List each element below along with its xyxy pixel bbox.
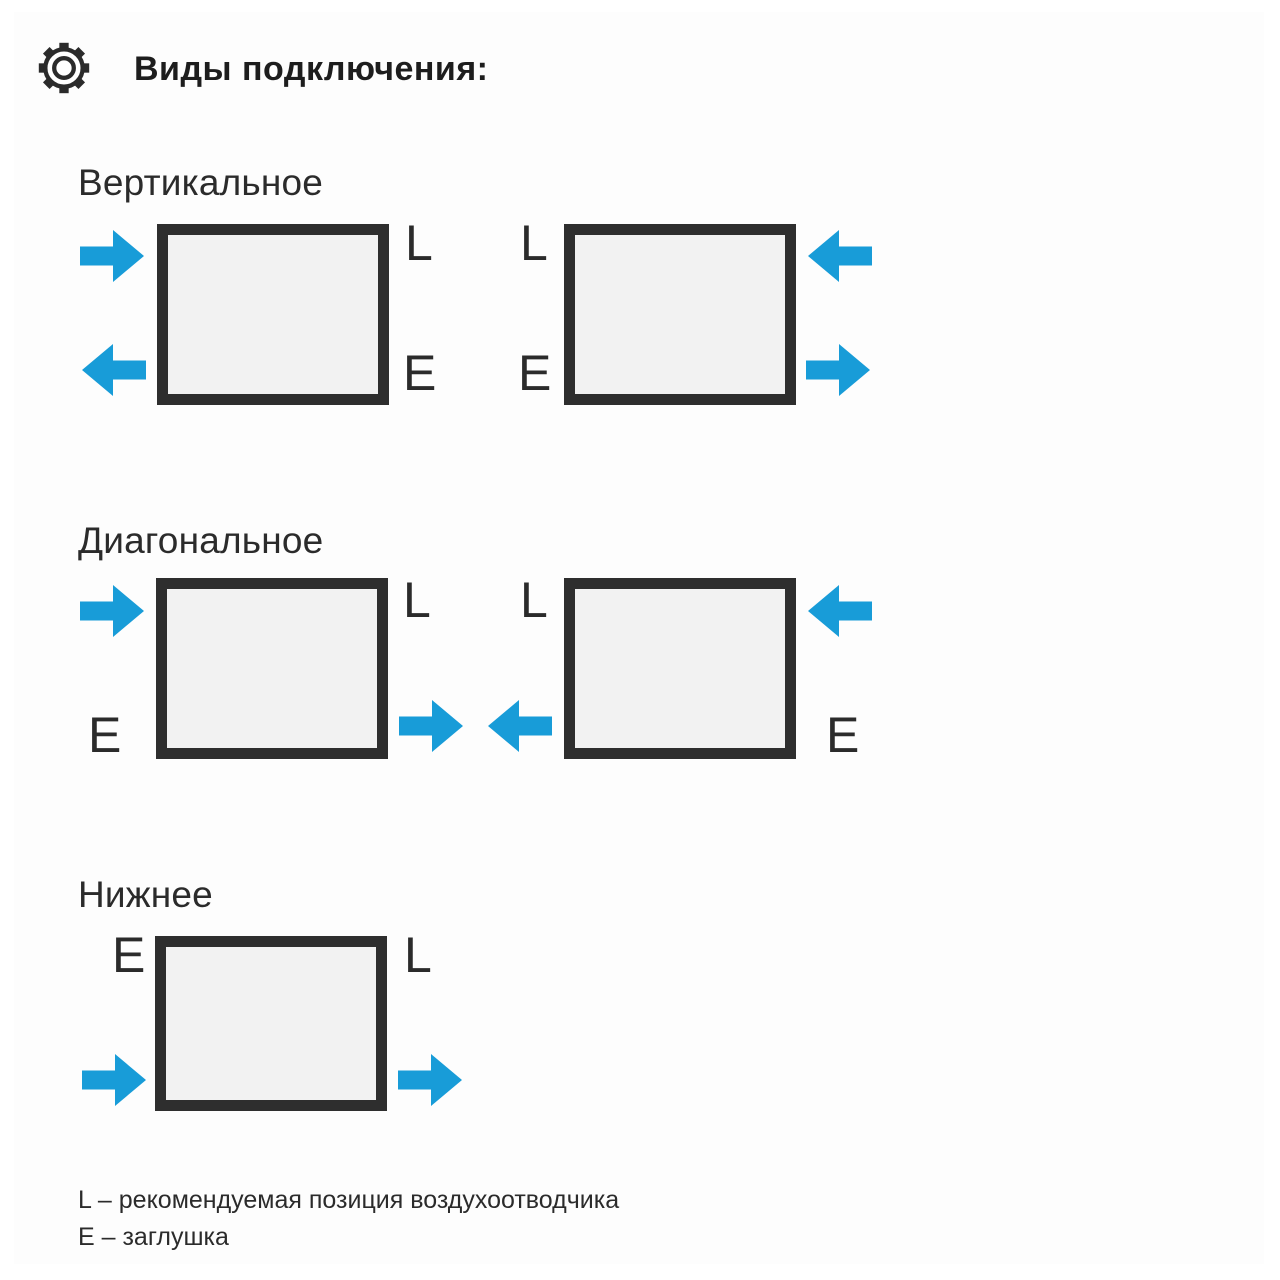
outlet-arrow-right-icon — [398, 1051, 464, 1109]
radiator-diagonal-left — [156, 578, 388, 759]
air-vent-label: L — [520, 572, 548, 628]
section-title-vertical: Вертикальное — [78, 162, 324, 203]
air-vent-label: L — [403, 572, 431, 628]
air-vent-label: L — [404, 927, 432, 983]
air-vent-label: L — [520, 215, 548, 271]
legend — [78, 1182, 619, 1256]
outlet-arrow-left-icon — [486, 697, 552, 755]
section-title-bottom: Нижнее — [78, 874, 213, 915]
plug-label: E — [112, 927, 146, 983]
inlet-arrow-right-icon — [80, 227, 146, 285]
plug-label: E — [88, 707, 122, 763]
gear-icon — [36, 40, 92, 96]
radiator-vertical-left — [157, 224, 389, 405]
outlet-arrow-left-icon — [80, 341, 146, 399]
plug-label: E — [518, 345, 552, 401]
plug-label: E — [403, 345, 437, 401]
inlet-arrow-right-icon — [80, 582, 146, 640]
legend-line-air-vent: L – рекомендуемая позиция воздухоотводчика — [78, 1186, 620, 1214]
inlet-arrow-left-icon — [806, 227, 872, 285]
air-vent-label: L — [405, 215, 433, 271]
section-title-diagonal: Диагональное — [78, 520, 324, 561]
outlet-arrow-right-icon — [806, 341, 872, 399]
radiator-bottom — [155, 936, 387, 1111]
legend-line-plug: E – заглушка — [78, 1223, 229, 1251]
plug-label: E — [826, 707, 860, 763]
inlet-arrow-right-icon — [82, 1051, 148, 1109]
radiator-diagonal-right — [564, 578, 796, 759]
radiator-vertical-right — [564, 224, 796, 405]
outlet-arrow-right-icon — [399, 697, 465, 755]
page-title: Виды подключения: — [134, 50, 489, 88]
inlet-arrow-left-icon — [806, 582, 872, 640]
